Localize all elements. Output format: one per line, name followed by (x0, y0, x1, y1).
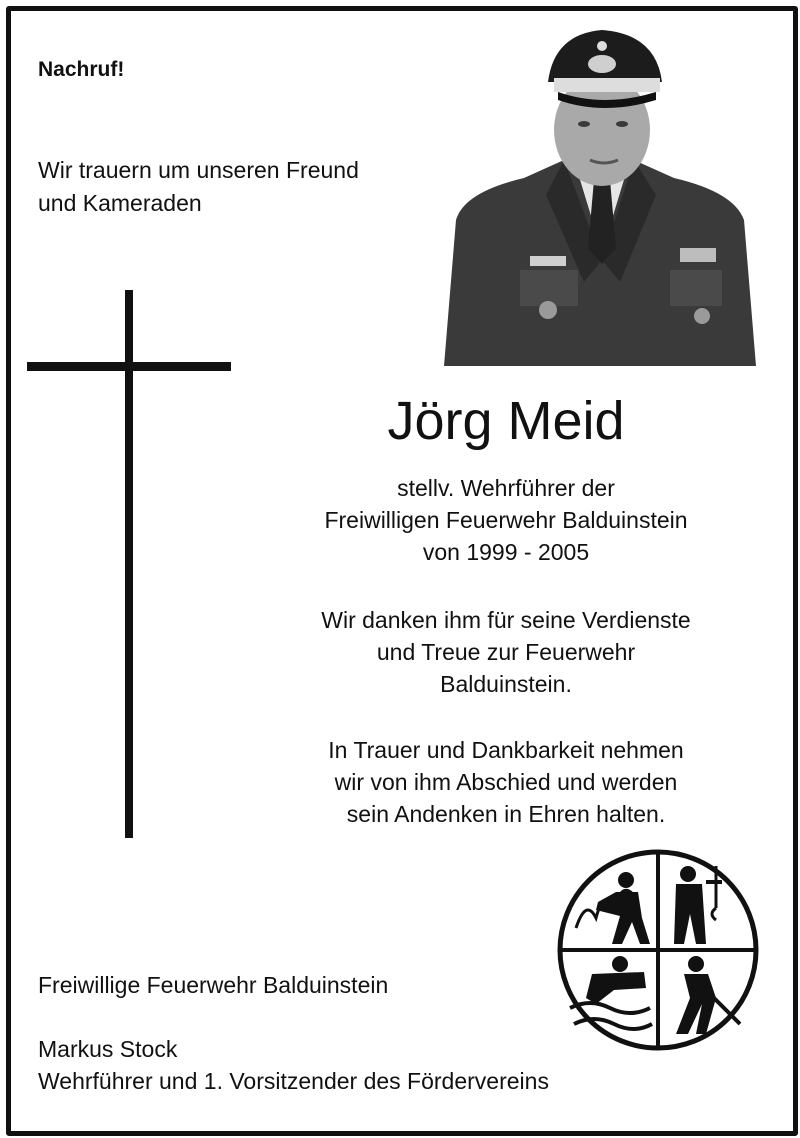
mourning-line: sein Andenken in Ehren halten. (346, 801, 666, 827)
signatory-name: Markus Stock (38, 1036, 178, 1062)
cross-icon-crossbar (27, 362, 231, 371)
mourning-line: wir von ihm Abschied und werden (334, 769, 678, 795)
thanks-line: Wir danken ihm für seine Verdienste (321, 607, 691, 633)
intro-line: Wir trauern um unseren Freund (38, 157, 359, 183)
role-line: stellv. Wehrführer der (397, 475, 615, 501)
thanks-line: Balduinstein. (440, 671, 572, 697)
role-text (270, 472, 742, 568)
role-line: von 1999 - 2005 (422, 539, 590, 565)
intro-text (38, 154, 359, 220)
organization-name: Freiwillige Feuerwehr Balduinstein (38, 972, 389, 998)
deceased-name: Jörg Meid (387, 391, 625, 451)
mourning-text (270, 734, 742, 830)
thanks-line: und Treue zur Feuerwehr (376, 639, 636, 665)
mourning-line: In Trauer und Dankbarkeit nehmen (328, 737, 684, 763)
obituary-heading: Nachruf! (38, 58, 125, 81)
signatory-title: Wehrführer und 1. Vorsitzender des Fördervereins (38, 1068, 549, 1094)
thanks-text (270, 604, 742, 700)
cross-icon (125, 290, 133, 838)
portrait-photo (434, 20, 764, 366)
fire-brigade-emblem (556, 848, 760, 1052)
role-line: Freiwilligen Feuerwehr Balduinstein (324, 507, 688, 533)
intro-line: und Kameraden (38, 190, 202, 216)
